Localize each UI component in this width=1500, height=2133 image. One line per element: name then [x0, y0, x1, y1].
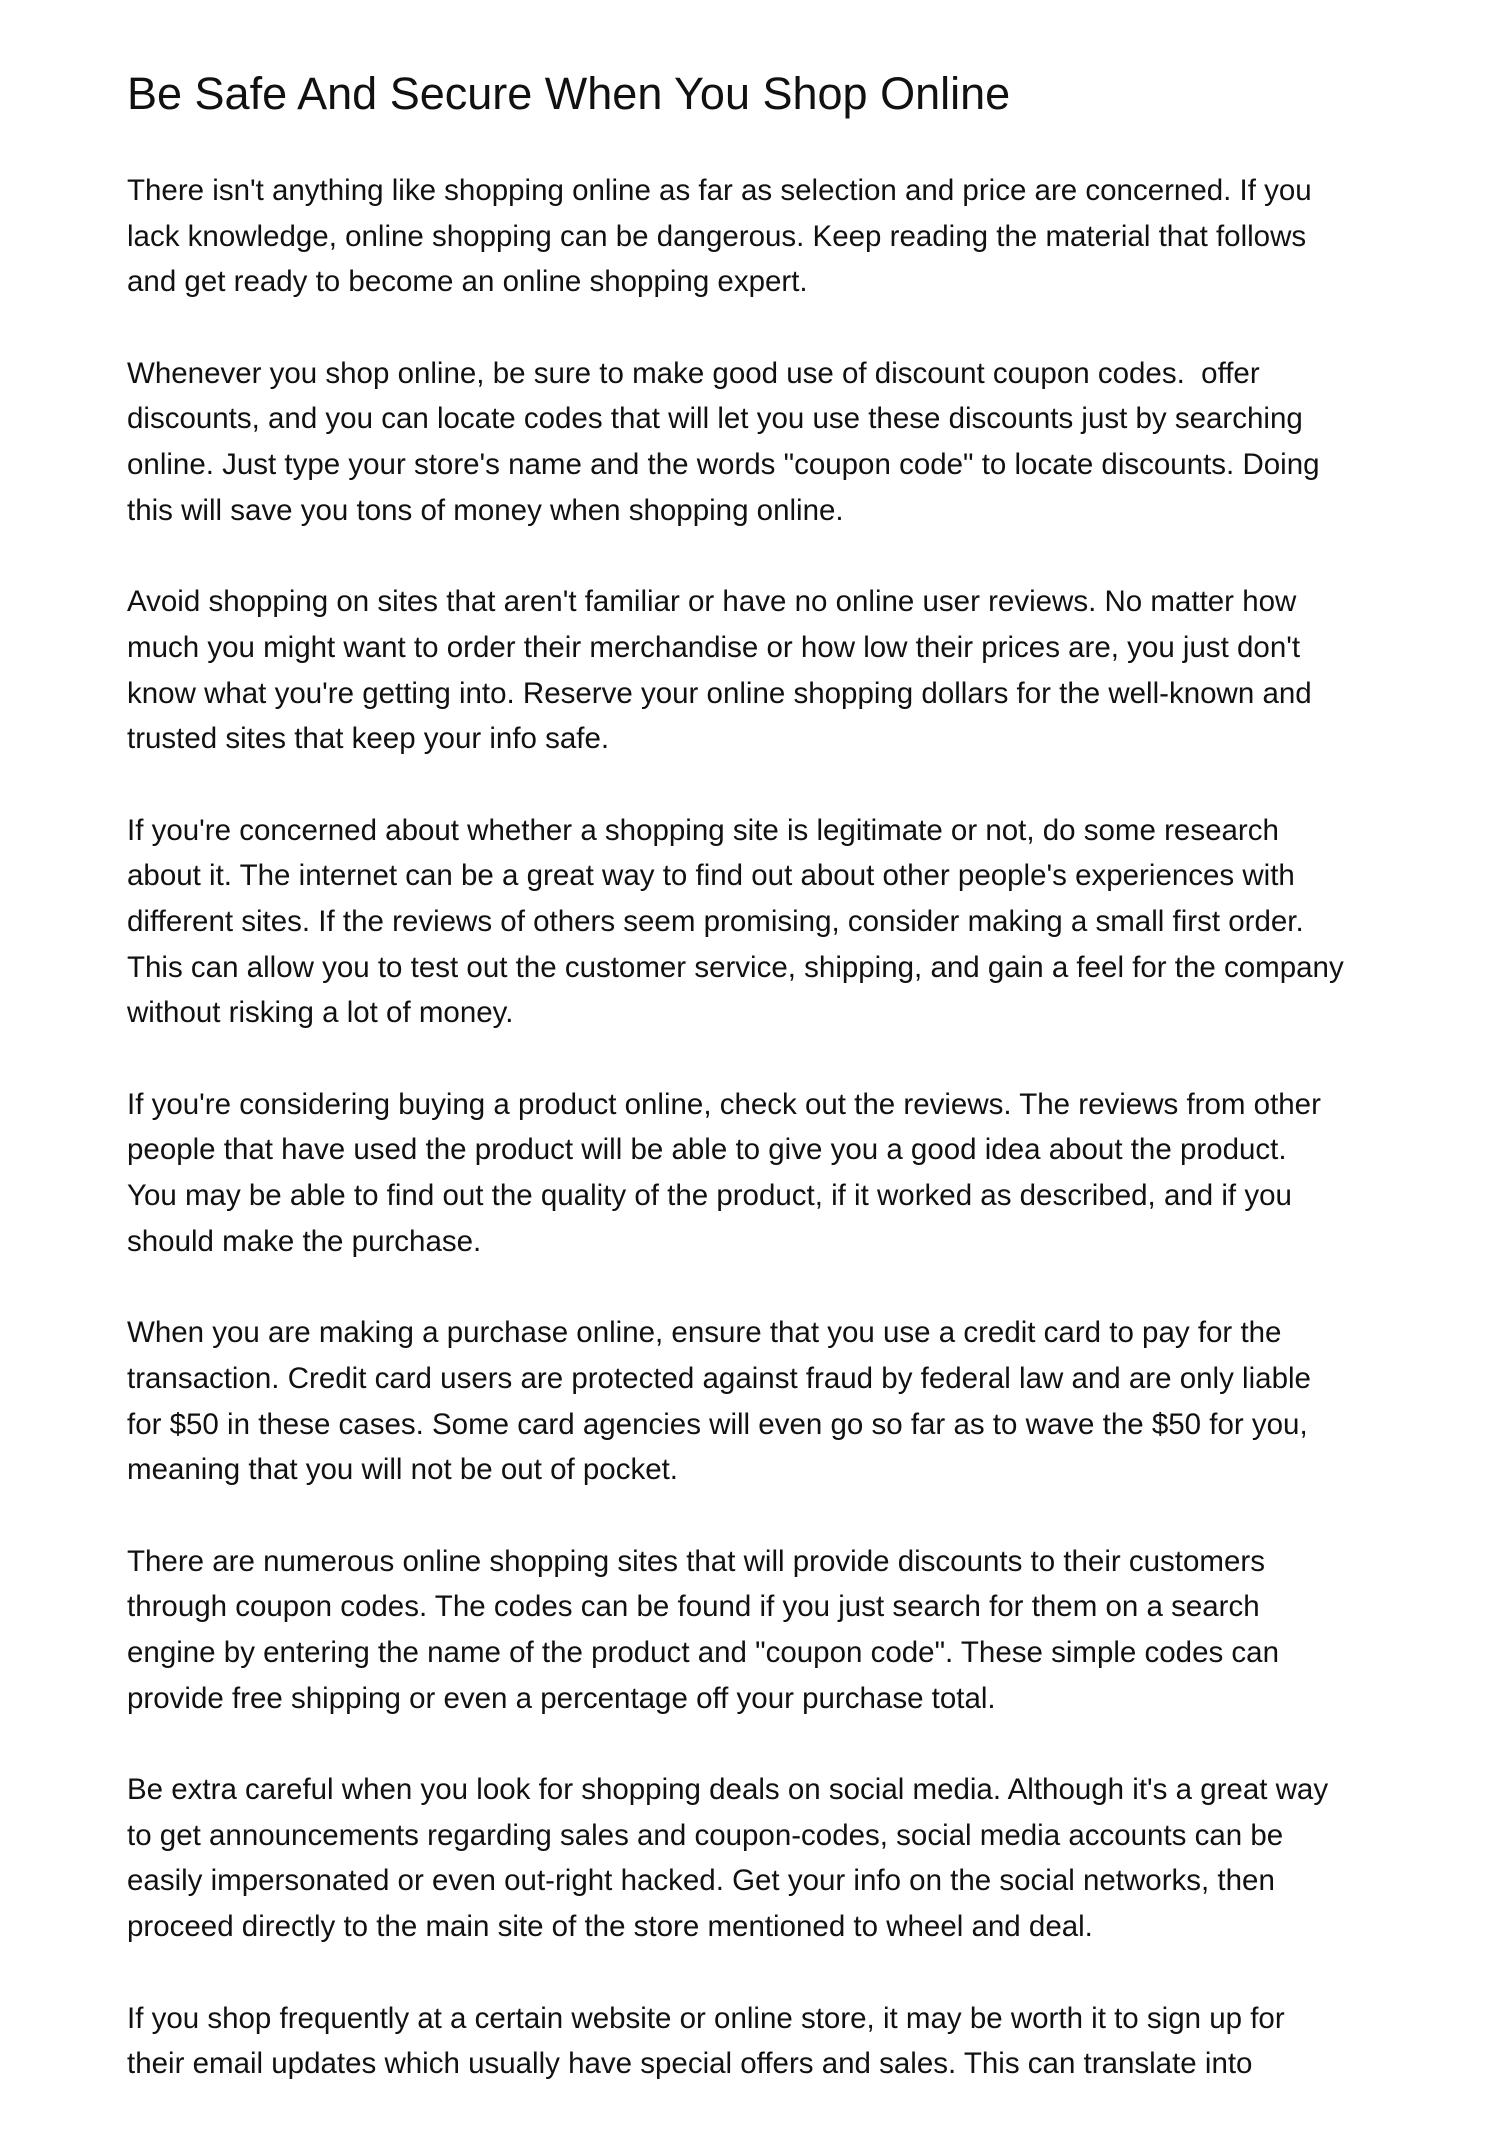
paragraph-line: discounts, and you can locate codes that will let you use these discounts just by searching — [127, 402, 1303, 436]
paragraph-line: Avoid shopping on sites that aren't familiar or have no online user reviews. No matter how — [127, 585, 1297, 619]
paragraph-line: this will save you tons of money when shopping online. — [127, 493, 844, 527]
paragraph-line: their email updates which usually have special offers and sales. This can translate into — [127, 2047, 1253, 2081]
paragraph-line: to get announcements regarding sales and coupon-codes, social media accounts can be — [127, 1818, 1284, 1852]
paragraph-line: through coupon codes. The codes can be found if you just search for them on a search — [127, 1590, 1260, 1624]
paragraph-line: know what you're getting into. Reserve your online shopping dollars for the well-known and — [127, 676, 1312, 710]
paragraph-line: online. Just type your store's name and the words "coupon code" to locate discounts. Doing — [127, 448, 1320, 482]
paragraph — [127, 1310, 1344, 1493]
paragraph-line: should make the purchase. — [127, 1224, 482, 1258]
paragraph — [127, 1996, 1344, 2087]
paragraph-line: If you're considering buying a product online, check out the reviews. The reviews from other — [127, 1087, 1321, 1121]
paragraph-line: meaning that you will not be out of pocket. — [127, 1453, 679, 1487]
paragraph-line: much you might want to order their merchandise or how low their prices are, you just don't — [127, 630, 1301, 664]
paragraph-line: You may be able to find out the quality of the product, if it worked as described, and if you — [127, 1179, 1292, 1213]
paragraph — [127, 1539, 1344, 1722]
paragraph-line: trusted sites that keep your info safe. — [127, 722, 610, 756]
paragraph — [127, 351, 1344, 534]
page-title: Be Safe And Secure When You Shop Online — [127, 68, 1011, 119]
paragraph — [127, 579, 1344, 762]
paragraph-line: Be extra careful when you look for shopping deals on social media. Although it's a great way — [127, 1773, 1329, 1807]
paragraph-line: When you are making a purchase online, ensure that you use a credit card to pay for the — [127, 1316, 1282, 1350]
paragraph-line: provide free shipping or even a percentage off your purchase total. — [127, 1681, 996, 1715]
paragraph-line: and get ready to become an online shopping expert. — [127, 265, 808, 299]
paragraph-line: easily impersonated or even out-right hacked. Get your info on the social networks, then — [127, 1864, 1275, 1898]
paragraph — [127, 808, 1344, 1036]
paragraph-line: This can allow you to test out the customer service, shipping, and gain a feel for the company — [127, 950, 1344, 984]
paragraph-line: If you're concerned about whether a shopping site is legitimate or not, do some research — [127, 813, 1279, 847]
paragraph-line: people that have used the product will be able to give you a good idea about the product. — [127, 1133, 1287, 1167]
paragraph — [127, 1082, 1344, 1265]
paragraph-line: There are numerous online shopping sites that will provide discounts to their customers — [127, 1544, 1265, 1578]
paragraph-line: lack knowledge, online shopping can be dangerous. Keep reading the material that follows — [127, 219, 1307, 253]
paragraph-line: Whenever you shop online, be sure to make good use of discount coupon codes. offer — [127, 356, 1260, 390]
paragraph-line: transaction. Credit card users are protected against fraud by federal law and are only liable — [127, 1361, 1311, 1395]
paragraph-line: proceed directly to the main site of the store mentioned to wheel and deal. — [127, 1910, 1093, 1944]
paragraph-line: without risking a lot of money. — [127, 996, 514, 1030]
paragraph-line: different sites. If the reviews of others seem promising, consider making a small first order. — [127, 905, 1304, 938]
paragraph-line: about it. The internet can be a great way to find out about other people's experiences with — [127, 859, 1295, 893]
paragraph-line: for $50 in these cases. Some card agencies will even go so far as to wave the $50 for you, — [127, 1407, 1308, 1441]
paragraph — [127, 1767, 1344, 1950]
paragraph-line: There isn't anything like shopping online as far as selection and price are concerned. If you — [127, 174, 1312, 207]
paragraph-line: If you shop frequently at a certain website or online store, it may be worth it to sign up for — [127, 2001, 1285, 2035]
article-body — [127, 168, 1344, 2133]
paragraph-line: engine by entering the name of the product and "coupon code". These simple codes can — [127, 1636, 1279, 1669]
paragraph — [127, 168, 1344, 305]
